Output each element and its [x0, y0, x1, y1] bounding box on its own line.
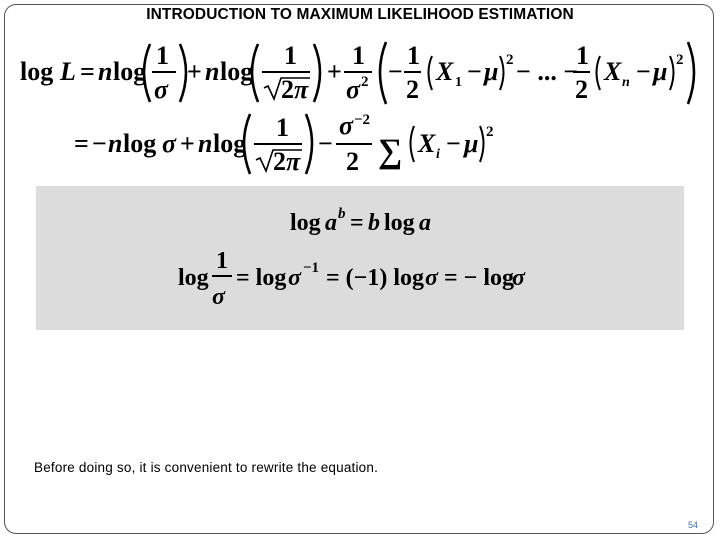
svg-text:1: 1: [156, 41, 169, 70]
svg-text:log: log: [113, 57, 147, 86]
svg-text:1: 1: [576, 41, 589, 70]
slide-title: INTRODUCTION TO MAXIMUM LIKELIHOOD ESTIMATION: [146, 6, 574, 23]
svg-text:X: X: [418, 129, 436, 158]
svg-text:σ: σ: [162, 129, 177, 158]
svg-text:2: 2: [486, 124, 494, 140]
svg-text:n: n: [108, 129, 123, 158]
svg-text:σ: σ: [212, 284, 225, 310]
svg-text:σ: σ: [288, 265, 301, 291]
svg-text:n: n: [205, 57, 220, 86]
svg-text:log: log: [213, 129, 247, 158]
svg-text:n: n: [198, 129, 213, 158]
svg-text:= (−1) log: = (−1) log: [326, 265, 425, 291]
svg-text:2: 2: [406, 75, 419, 104]
svg-text:log: log: [384, 210, 415, 236]
svg-text:2: 2: [361, 74, 369, 90]
svg-text:σ: σ: [154, 75, 169, 104]
svg-text:L: L: [60, 57, 76, 86]
svg-text:−2: −2: [354, 112, 371, 128]
svg-text:+: +: [327, 57, 342, 86]
svg-text:=: =: [350, 210, 364, 236]
svg-text:−: −: [636, 57, 651, 86]
svg-text:−: −: [92, 129, 107, 158]
equation-line-1-glyphs: [20, 41, 694, 104]
svg-text:−: −: [388, 57, 403, 86]
svg-text:2: 2: [281, 75, 294, 104]
svg-text:σ: σ: [512, 265, 525, 291]
svg-text:μ: μ: [484, 57, 499, 86]
svg-text:2: 2: [346, 147, 359, 176]
svg-text:−: −: [467, 57, 482, 86]
svg-text:1: 1: [276, 113, 289, 142]
svg-text:= − log: = − log: [444, 265, 515, 291]
svg-text:log: log: [20, 57, 54, 86]
svg-text:μ: μ: [464, 129, 479, 158]
svg-text:− ... −: − ... −: [516, 57, 579, 86]
svg-text:2: 2: [575, 75, 588, 104]
svg-text:log: log: [220, 57, 254, 86]
svg-text:π: π: [286, 147, 301, 176]
svg-text:1: 1: [216, 248, 228, 274]
svg-text:i: i: [436, 147, 440, 162]
svg-text:2: 2: [273, 147, 286, 176]
svg-text:b: b: [368, 210, 380, 236]
svg-text:=: =: [80, 57, 95, 86]
svg-text:log: log: [290, 210, 321, 236]
equation-line-2-glyphs: [74, 111, 494, 176]
svg-text:+: +: [180, 129, 195, 158]
svg-text:−1: −1: [303, 260, 320, 276]
svg-text:−: −: [446, 129, 461, 158]
svg-text:n: n: [98, 57, 113, 86]
svg-text:1: 1: [407, 41, 420, 70]
svg-text:a: a: [419, 210, 431, 236]
svg-text:X: X: [604, 57, 622, 86]
svg-text:=: =: [74, 129, 89, 158]
svg-text:a: a: [325, 210, 337, 236]
svg-text:log: log: [123, 129, 157, 158]
log-power-rule: [290, 206, 431, 236]
log-reciprocal-application: [178, 248, 526, 310]
svg-text:∑: ∑: [378, 133, 403, 170]
svg-text:1: 1: [352, 41, 365, 70]
svg-text:+: +: [187, 57, 202, 86]
svg-text:log: log: [178, 265, 209, 291]
svg-text:σ: σ: [346, 75, 361, 104]
page-number: 54: [688, 520, 699, 530]
svg-text:π: π: [294, 75, 309, 104]
svg-text:X: X: [436, 57, 454, 86]
svg-text:σ: σ: [425, 265, 438, 291]
svg-text:n: n: [622, 75, 630, 90]
svg-text:2: 2: [676, 52, 684, 68]
svg-text:σ: σ: [339, 111, 354, 140]
slide-caption: Before doing so, it is convenient to rewrite the equation.: [34, 460, 379, 475]
svg-text:= log: = log: [236, 265, 287, 291]
svg-text:μ: μ: [653, 57, 668, 86]
svg-text:−: −: [318, 129, 333, 158]
svg-text:1: 1: [455, 75, 462, 90]
svg-text:b: b: [338, 206, 346, 222]
svg-text:1: 1: [284, 41, 297, 70]
svg-text:2: 2: [506, 52, 514, 68]
